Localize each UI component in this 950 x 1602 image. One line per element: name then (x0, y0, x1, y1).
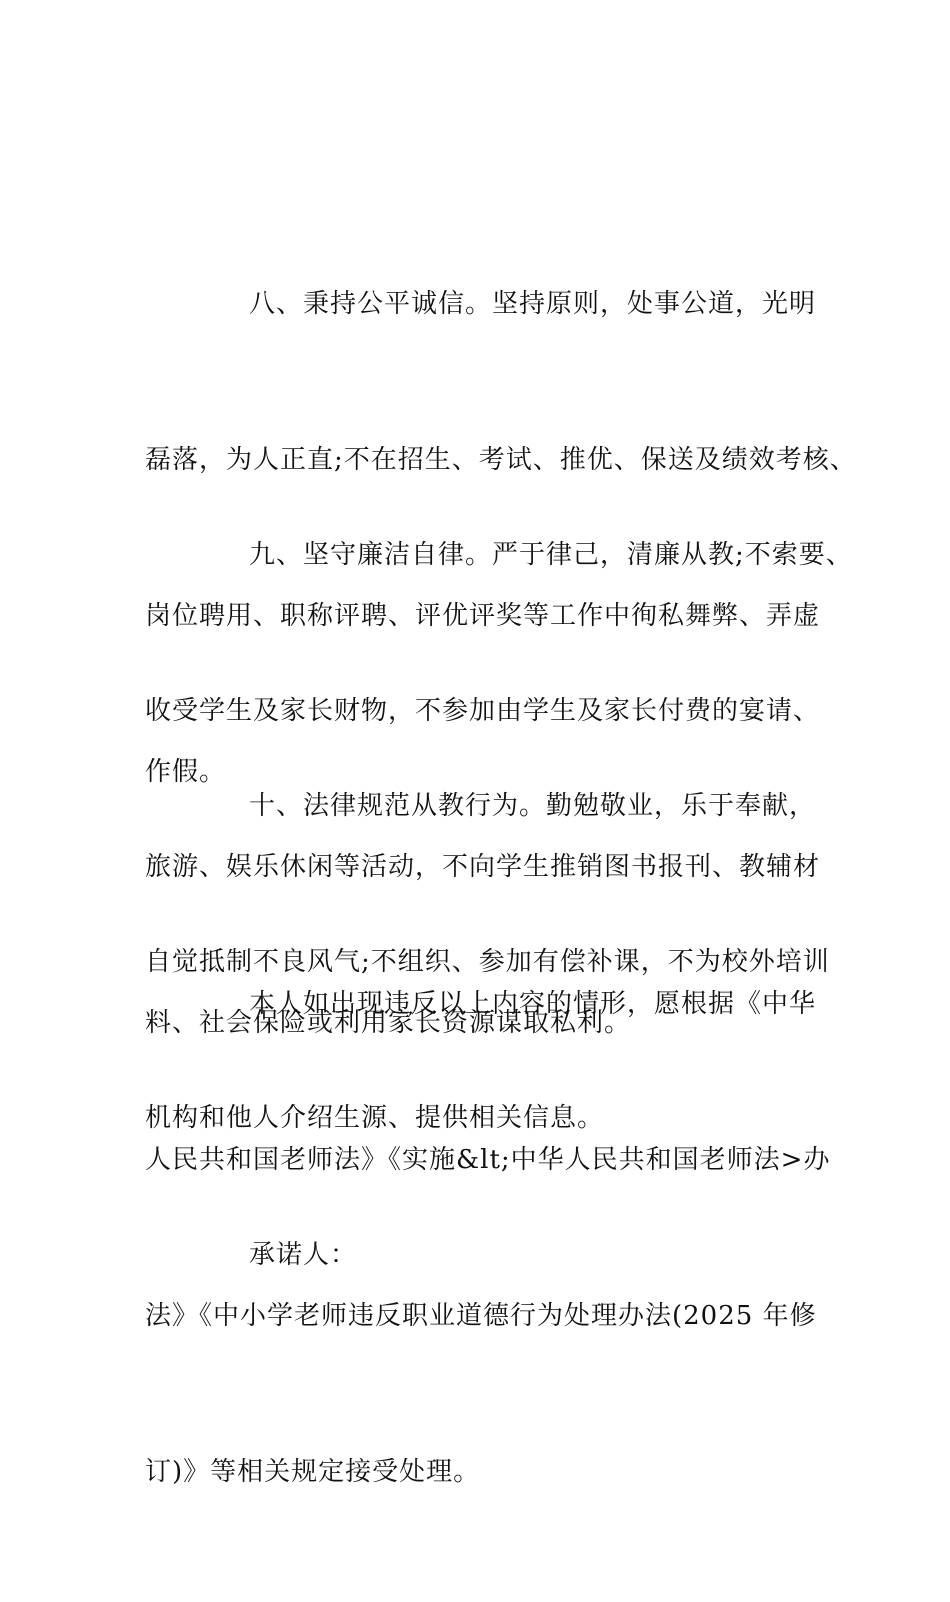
text-line: 订)》等相关规定接受处理。 (145, 1457, 481, 1487)
text-line: 料、社会保险或利用家长资源谋取私利。 (145, 1008, 632, 1038)
signature-label (145, 1125, 835, 1385)
text-line: 自觉抵制不良风气;不组织、参加有偿补课，不为校外培训 (145, 947, 830, 977)
text-line: 作假。 (145, 757, 227, 787)
text-line: 磊落，为人正直;不在招生、考试、推优、保送及绩效考核、 (145, 445, 857, 475)
text-line: 人民共和国老师法》《实施&lt;中华人民共和国老师法>办 (145, 1145, 831, 1175)
text-line: 岗位聘用、职称评聘、评优评奖等工作中徇私舞弊、弄虚 (145, 601, 821, 631)
text-line: 机构和他人介绍生源、提供相关信息。 (145, 1103, 605, 1133)
text-line: 九、坚守廉洁自律。严于律己，清廉从教;不索要、 (249, 540, 853, 570)
text-line: 八、秉持公平诚信。坚持原则，处事公道，光明 (249, 289, 817, 319)
text-line: 本人如出现违反以上内容的情形，愿根据《中华 (249, 989, 817, 1019)
text-line: 十、法律规范从教行为。勤勉敬业，乐于奉献， (249, 791, 817, 821)
text-line: 收受学生及家长财物，不参加由学生及家长付费的宴请、 (145, 696, 821, 726)
text-line: 法》《中小学老师违反职业道德行为处理办法(2025 年修 (145, 1301, 817, 1331)
text-line: 旅游、娱乐休闲等活动，不向学生推销图书报刊、教辅材 (145, 852, 821, 882)
text-line: 承诺人： (249, 1240, 358, 1270)
